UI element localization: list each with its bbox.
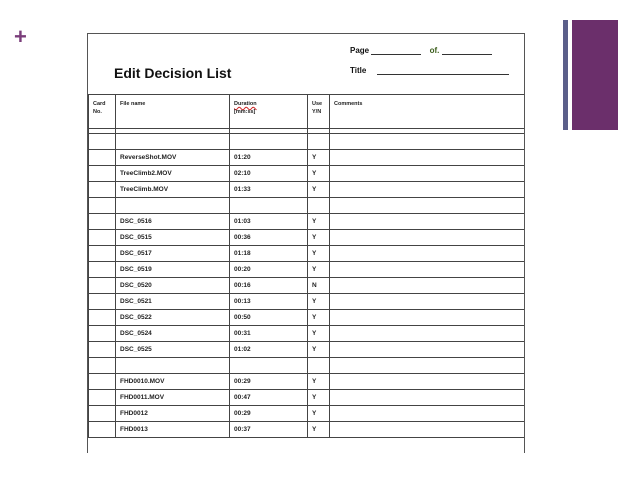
cell-duration[interactable] — [230, 134, 308, 150]
cell-comments[interactable] — [330, 294, 525, 310]
cell-file-name[interactable] — [116, 134, 230, 150]
page-label: Page — [350, 46, 370, 55]
cell-use[interactable]: Y — [308, 214, 330, 230]
cell-duration[interactable]: 01:18 — [230, 246, 308, 262]
cell-use[interactable]: Y — [308, 310, 330, 326]
cell-use[interactable]: Y — [308, 150, 330, 166]
table-row — [89, 374, 525, 390]
table-row — [89, 262, 525, 278]
cell-use[interactable]: Y — [308, 230, 330, 246]
cell-file-name[interactable] — [116, 198, 230, 214]
cell-card[interactable] — [89, 326, 116, 342]
cell-card[interactable] — [89, 278, 116, 294]
table-row — [89, 182, 525, 198]
of-label: of. — [429, 46, 440, 55]
cell-card[interactable] — [89, 294, 116, 310]
table-row — [89, 198, 525, 214]
cell-file-name[interactable]: DSC_0517 — [116, 246, 230, 262]
cell-comments[interactable] — [330, 246, 525, 262]
edl-sheet — [87, 33, 525, 453]
cell-duration[interactable]: 02:10 — [230, 166, 308, 182]
cell-duration[interactable]: 00:29 — [230, 406, 308, 422]
cell-use[interactable]: Y — [308, 182, 330, 198]
page-field — [350, 46, 492, 55]
decorative-bar — [572, 20, 618, 130]
cell-use[interactable] — [308, 198, 330, 214]
cell-use[interactable]: Y — [308, 294, 330, 310]
table-row — [89, 134, 525, 150]
cell-use[interactable]: Y — [308, 422, 330, 438]
cell-file-name[interactable]: ReverseShot.MOV — [116, 150, 230, 166]
cell-comments[interactable] — [330, 278, 525, 294]
cell-file-name[interactable]: DSC_0521 — [116, 294, 230, 310]
table-row — [89, 358, 525, 374]
cell-file-name[interactable]: DSC_0515 — [116, 230, 230, 246]
cell-comments[interactable] — [330, 198, 525, 214]
table-row — [89, 166, 525, 182]
table-header-row — [89, 95, 525, 129]
cell-card[interactable] — [89, 374, 116, 390]
cell-duration[interactable]: 00:50 — [230, 310, 308, 326]
title-blank[interactable] — [377, 74, 509, 75]
cell-duration[interactable] — [230, 358, 308, 374]
table-row — [89, 278, 525, 294]
cell-duration[interactable]: 00:20 — [230, 262, 308, 278]
cell-use[interactable]: Y — [308, 326, 330, 342]
cell-file-name[interactable]: TreeClimb.MOV — [116, 182, 230, 198]
table-row — [89, 390, 525, 406]
cell-file-name[interactable]: DSC_0519 — [116, 262, 230, 278]
table-row — [89, 294, 525, 310]
cell-card[interactable] — [89, 358, 116, 374]
cell-file-name[interactable]: FHD0013 — [116, 422, 230, 438]
cell-file-name[interactable]: DSC_0522 — [116, 310, 230, 326]
cell-duration[interactable]: 00:29 — [230, 374, 308, 390]
cell-card[interactable] — [89, 390, 116, 406]
cell-comments[interactable] — [330, 422, 525, 438]
table-row — [89, 422, 525, 438]
cell-duration[interactable]: 01:02 — [230, 342, 308, 358]
cell-card[interactable] — [89, 150, 116, 166]
cell-use[interactable]: Y — [308, 246, 330, 262]
cell-comments[interactable] — [330, 230, 525, 246]
table-row — [89, 342, 525, 358]
decorative-bar-thin — [563, 20, 568, 130]
cell-duration[interactable]: 00:16 — [230, 278, 308, 294]
cell-card[interactable] — [89, 262, 116, 278]
header-card: Card No. — [89, 95, 116, 129]
cell-duration[interactable]: 00:13 — [230, 294, 308, 310]
table-row — [89, 406, 525, 422]
cell-use[interactable]: Y — [308, 406, 330, 422]
cell-file-name[interactable]: FHD0010.MOV — [116, 374, 230, 390]
cell-file-name[interactable]: DSC_0524 — [116, 326, 230, 342]
cell-card[interactable] — [89, 182, 116, 198]
cell-use[interactable]: N — [308, 278, 330, 294]
cell-use[interactable]: Y — [308, 262, 330, 278]
cell-comments[interactable] — [330, 150, 525, 166]
cell-comments[interactable] — [330, 182, 525, 198]
cell-duration[interactable]: 00:47 — [230, 390, 308, 406]
cell-use[interactable]: Y — [308, 374, 330, 390]
cell-comments[interactable] — [330, 214, 525, 230]
cell-file-name[interactable]: TreeClimb2.MOV — [116, 166, 230, 182]
table-row — [89, 214, 525, 230]
cell-card[interactable] — [89, 310, 116, 326]
cell-card[interactable] — [89, 166, 116, 182]
cell-file-name[interactable]: DSC_0516 — [116, 214, 230, 230]
cell-card[interactable] — [89, 246, 116, 262]
cell-card[interactable] — [89, 406, 116, 422]
table-row — [89, 150, 525, 166]
cell-file-name[interactable] — [116, 358, 230, 374]
header-file: File name — [116, 95, 230, 129]
cell-use[interactable] — [308, 358, 330, 374]
page-number-blank[interactable] — [371, 54, 421, 55]
cell-comments[interactable] — [330, 406, 525, 422]
cell-comments[interactable] — [330, 326, 525, 342]
title-label: Title — [350, 66, 367, 75]
cell-duration[interactable]: 01:03 — [230, 214, 308, 230]
cell-file-name[interactable]: DSC_0525 — [116, 342, 230, 358]
cell-card[interactable] — [89, 198, 116, 214]
cell-comments[interactable] — [330, 166, 525, 182]
cell-comments[interactable] — [330, 342, 525, 358]
table-row — [89, 326, 525, 342]
table-row — [89, 310, 525, 326]
cell-comments[interactable] — [330, 310, 525, 326]
cell-card[interactable] — [89, 134, 116, 150]
cell-card[interactable] — [89, 214, 116, 230]
cell-file-name[interactable]: DSC_0520 — [116, 278, 230, 294]
cell-use[interactable]: Y — [308, 166, 330, 182]
edl-table — [88, 94, 525, 438]
cell-use[interactable]: Y — [308, 342, 330, 358]
header-use: Use Y/N — [308, 95, 330, 129]
cell-duration[interactable]: 01:33 — [230, 182, 308, 198]
cell-card[interactable] — [89, 230, 116, 246]
header-duration: Duration [mm:ss] — [230, 95, 308, 129]
cell-duration[interactable]: 00:31 — [230, 326, 308, 342]
cell-duration[interactable]: 00:37 — [230, 422, 308, 438]
header-comments: Comments — [330, 95, 525, 129]
cell-use[interactable]: Y — [308, 390, 330, 406]
cell-comments[interactable] — [330, 374, 525, 390]
table-row — [89, 230, 525, 246]
cell-duration[interactable]: 01:20 — [230, 150, 308, 166]
cell-duration[interactable] — [230, 198, 308, 214]
cell-card[interactable] — [89, 422, 116, 438]
title-field — [350, 66, 509, 75]
cell-comments[interactable] — [330, 134, 525, 150]
table-row — [89, 246, 525, 262]
cell-duration[interactable]: 00:36 — [230, 230, 308, 246]
cell-comments[interactable] — [330, 358, 525, 374]
page-total-blank[interactable] — [442, 54, 492, 55]
cell-file-name[interactable]: FHD0012 — [116, 406, 230, 422]
cell-comments[interactable] — [330, 390, 525, 406]
cell-comments[interactable] — [330, 262, 525, 278]
cell-card[interactable] — [89, 342, 116, 358]
cell-file-name[interactable]: FHD0011.MOV — [116, 390, 230, 406]
plus-icon: + — [14, 24, 27, 49]
cell-use[interactable] — [308, 134, 330, 150]
page-title: Edit Decision List — [114, 65, 232, 81]
